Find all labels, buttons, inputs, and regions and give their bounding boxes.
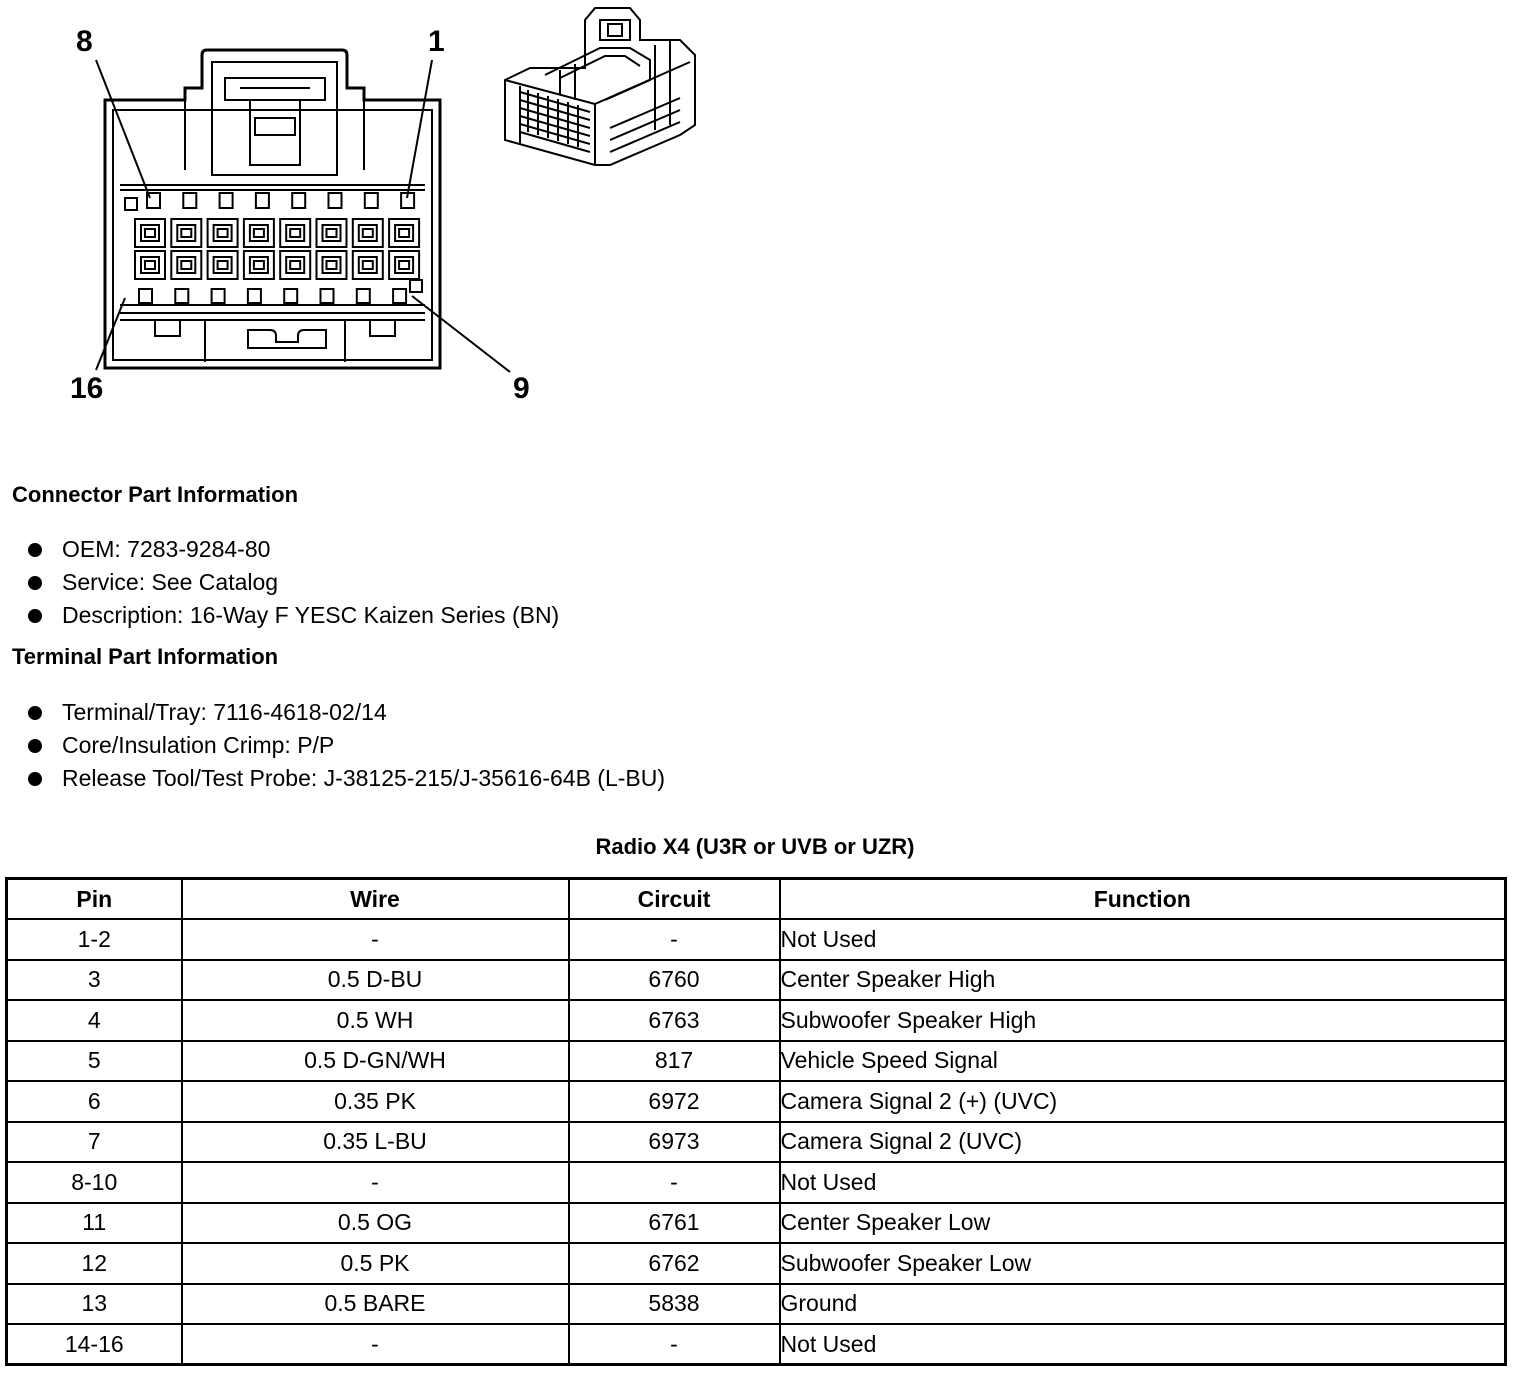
bullet-icon	[28, 772, 42, 786]
list-item	[28, 696, 665, 729]
list-item	[28, 599, 559, 632]
cell-pin: 6	[7, 1081, 182, 1122]
connector-oem: OEM: 7283-9284-80	[62, 536, 271, 562]
terminal-cavity	[353, 219, 383, 247]
cell-wire: -	[182, 1162, 569, 1203]
header-circuit: Circuit	[569, 879, 780, 920]
cell-wire: 0.5 WH	[182, 1000, 569, 1041]
cell-circuit: -	[569, 919, 780, 960]
cell-wire: 0.5 PK	[182, 1243, 569, 1284]
connector-info-heading: Connector Part Information	[12, 482, 299, 507]
terminal-cavity	[317, 251, 347, 279]
terminal-contact	[254, 261, 264, 269]
terminal-info-list	[28, 696, 665, 795]
terminal-contact	[363, 261, 373, 269]
cell-circuit: 6761	[569, 1203, 780, 1244]
list-item	[28, 729, 665, 762]
pin-aperture-bottom	[284, 289, 297, 303]
terminal-cavity-inner	[359, 225, 377, 241]
cell-function: Vehicle Speed Signal	[780, 1041, 1506, 1082]
terminal-cavity	[280, 219, 310, 247]
pin-aperture-top	[329, 193, 342, 208]
pin-aperture-bottom	[393, 289, 406, 303]
terminal-contact	[145, 261, 155, 269]
cell-wire: 0.35 L-BU	[182, 1122, 569, 1163]
pin-leader-lines	[96, 60, 510, 372]
cell-function: Subwoofer Speaker High	[780, 1000, 1506, 1041]
bullet-icon	[28, 609, 42, 623]
cell-function: Not Used	[780, 1324, 1506, 1365]
terminal-cavity-inner	[250, 257, 268, 273]
cell-circuit: 6973	[569, 1122, 780, 1163]
terminal-cavity	[171, 251, 201, 279]
terminal-cavity-inner	[395, 257, 413, 273]
cell-wire: 0.5 D-BU	[182, 960, 569, 1001]
terminal-cavity	[135, 219, 165, 247]
terminal-contact	[181, 229, 191, 237]
pin-aperture-top	[292, 193, 305, 208]
cell-pin: 13	[7, 1284, 182, 1325]
cell-wire: 0.5 D-GN/WH	[182, 1041, 569, 1082]
terminal-cavity-inner	[214, 257, 232, 273]
table-row	[7, 1041, 1506, 1082]
terminal-contact	[399, 261, 409, 269]
pin-label-8: 8	[76, 25, 93, 58]
terminal-cavities	[135, 219, 419, 279]
cell-function: Center Speaker High	[780, 960, 1506, 1001]
terminal-cavity	[208, 251, 238, 279]
cell-circuit: 817	[569, 1041, 780, 1082]
terminal-contact	[327, 229, 337, 237]
bottom-pin-row	[139, 289, 406, 303]
top-pin-row	[147, 193, 414, 208]
cell-pin: 7	[7, 1122, 182, 1163]
cell-pin: 12	[7, 1243, 182, 1284]
table-row	[7, 1203, 1506, 1244]
terminal-contact	[181, 261, 191, 269]
terminal-cavity	[244, 251, 274, 279]
header-function: Function	[780, 879, 1506, 920]
pin-label-9: 9	[513, 372, 530, 405]
table-row	[7, 1081, 1506, 1122]
terminal-contact	[327, 261, 337, 269]
header-wire: Wire	[182, 879, 569, 920]
cell-wire: 0.35 PK	[182, 1081, 569, 1122]
terminal-cavity-inner	[141, 225, 159, 241]
cell-wire: -	[182, 919, 569, 960]
pin-aperture-bottom	[248, 289, 261, 303]
table-row	[7, 1000, 1506, 1041]
table-row	[7, 1243, 1506, 1284]
terminal-contact	[218, 261, 228, 269]
bullet-icon	[28, 739, 42, 753]
cell-circuit: 6762	[569, 1243, 780, 1284]
cell-circuit: 6972	[569, 1081, 780, 1122]
cell-circuit: -	[569, 1324, 780, 1365]
pin-aperture-bottom	[357, 289, 370, 303]
terminal-cavity	[317, 219, 347, 247]
table-header-row	[7, 879, 1506, 920]
terminal-cavity-inner	[359, 257, 377, 273]
terminal-cavity	[244, 219, 274, 247]
terminal-cavity	[389, 251, 419, 279]
terminal-cavity	[280, 251, 310, 279]
pin-aperture-top	[183, 193, 196, 208]
table-title: Radio X4 (U3R or UVB or UZR)	[595, 834, 915, 859]
terminal-cavity-inner	[214, 225, 232, 241]
terminal-contact	[218, 229, 228, 237]
cell-circuit: 6763	[569, 1000, 780, 1041]
table-row	[7, 1162, 1506, 1203]
terminal-cavity-inner	[286, 225, 304, 241]
terminal-tray: Terminal/Tray: 7116-4618-02/14	[62, 699, 387, 725]
terminal-cavity-inner	[177, 225, 195, 241]
table-row	[7, 919, 1506, 960]
terminal-info-heading: Terminal Part Information	[12, 644, 279, 669]
cell-circuit: 5838	[569, 1284, 780, 1325]
connector-description: Description: 16-Way F YESC Kaizen Series (BN)	[62, 602, 560, 628]
list-item	[28, 762, 665, 795]
pin-aperture-top	[365, 193, 378, 208]
table-row	[7, 960, 1506, 1001]
cell-circuit: -	[569, 1162, 780, 1203]
cell-pin: 8-10	[7, 1162, 182, 1203]
bullet-icon	[28, 543, 42, 557]
cell-pin: 5	[7, 1041, 182, 1082]
cell-function: Not Used	[780, 919, 1506, 960]
cell-wire: 0.5 OG	[182, 1203, 569, 1244]
cell-function: Center Speaker Low	[780, 1203, 1506, 1244]
table-row	[7, 1122, 1506, 1163]
terminal-cavity	[208, 219, 238, 247]
terminal-contact	[290, 229, 300, 237]
terminal-cavity	[135, 251, 165, 279]
terminal-contact	[254, 229, 264, 237]
terminal-contact	[290, 261, 300, 269]
cell-pin: 1-2	[7, 919, 182, 960]
bullet-icon	[28, 706, 42, 720]
table-row	[7, 1284, 1506, 1325]
terminal-cavity	[389, 219, 419, 247]
connector-diagram	[0, 0, 760, 430]
cell-function: Camera Signal 2 (+) (UVC)	[780, 1081, 1506, 1122]
cell-function: Ground	[780, 1284, 1506, 1325]
header-pin: Pin	[7, 879, 182, 920]
terminal-release-tool: Release Tool/Test Probe: J-38125-215/J-35616-64B (L-BU)	[62, 765, 666, 791]
terminal-cavity-inner	[177, 257, 195, 273]
terminal-cavity-inner	[286, 257, 304, 273]
connector-info-list	[28, 533, 559, 632]
terminal-contact	[145, 229, 155, 237]
terminal-cavity-inner	[323, 257, 341, 273]
pin-aperture-bottom	[175, 289, 188, 303]
terminal-cavity-inner	[250, 225, 268, 241]
pin-aperture-bottom	[321, 289, 334, 303]
terminal-contact	[363, 229, 373, 237]
list-item	[28, 533, 559, 566]
cell-pin: 11	[7, 1203, 182, 1244]
cell-pin: 14-16	[7, 1324, 182, 1365]
cell-function: Not Used	[780, 1162, 1506, 1203]
terminal-contact	[399, 229, 409, 237]
cell-function: Camera Signal 2 (UVC)	[780, 1122, 1506, 1163]
pin-aperture-top	[256, 193, 269, 208]
terminal-cavity	[171, 219, 201, 247]
pin-aperture-top	[220, 193, 233, 208]
table-row	[7, 1324, 1506, 1365]
terminal-cavity-inner	[395, 225, 413, 241]
terminal-cavity-inner	[323, 225, 341, 241]
bullet-icon	[28, 576, 42, 590]
cell-function: Subwoofer Speaker Low	[780, 1243, 1506, 1284]
pin-aperture-bottom	[139, 289, 152, 303]
cell-wire: 0.5 BARE	[182, 1284, 569, 1325]
terminal-cavity-inner	[141, 257, 159, 273]
cell-circuit: 6760	[569, 960, 780, 1001]
cell-pin: 4	[7, 1000, 182, 1041]
list-item	[28, 566, 559, 599]
pinout-table	[5, 877, 1507, 1366]
cell-pin: 3	[7, 960, 182, 1001]
terminal-cavity	[353, 251, 383, 279]
cell-wire: -	[182, 1324, 569, 1365]
connector-service: Service: See Catalog	[62, 569, 279, 595]
pin-label-1: 1	[428, 25, 445, 58]
terminal-crimp: Core/Insulation Crimp: P/P	[62, 732, 335, 758]
pin-label-16: 16	[70, 372, 104, 405]
connector-3d-illustration	[505, 8, 695, 165]
pin-aperture-bottom	[212, 289, 225, 303]
